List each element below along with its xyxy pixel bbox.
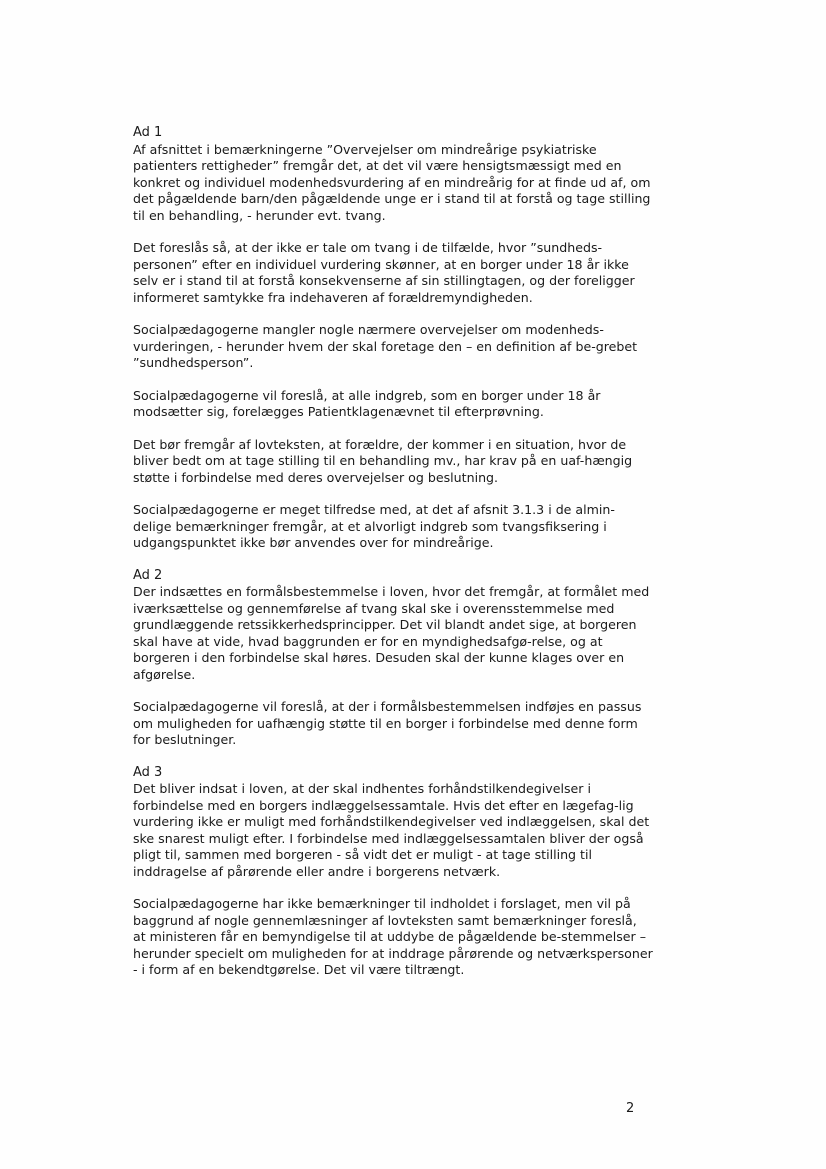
document-body bbox=[133, 125, 653, 979]
paragraph: Socialpædagogerne vil foreslå, at alle indgreb, som en borger under 18 år modsætter sig, forelægges Patientklagenævnet til efterprøvning. bbox=[133, 387, 601, 419]
page-number: 2 bbox=[626, 1101, 635, 1116]
paragraph: Socialpædagogerne er meget tilfredse med, at det af afsnit 3.1.3 i de almin-delige bemærkninger fremgår, at et alvorligt indgreb som tvangsfiksering i udgangspunktet ikke bør anvendes over for mindreårige. bbox=[133, 502, 615, 550]
paragraph: Socialpædagogerne mangler nogle nærmere overvejelser om modenheds-vurderingen, - herunder hvem der skal foretage den – en definition af be-grebet ”sundhedsperson”. bbox=[133, 322, 638, 370]
section-heading-ad-2: Ad 2 bbox=[133, 567, 163, 583]
section-heading-ad-1: Ad 1 bbox=[133, 125, 163, 140]
paragraph: Det bliver indsat i loven, at der skal indhentes forhåndstilkendegivelser i forbindelse med en borgers indlæggelsessamtale. Hvis det efter en lægefag-lig vurdering ikke er muligt med forhåndstilkendegivelser ved indlæggelsen, skal det ske snarest muligt efter. I forbindelse med indlæggelsessamtalen bliver der også pligt til, sammen med borgeren - så vidt det er muligt - at tage stilling til inddragelse af pårørende eller andre i borgerens netværk. bbox=[133, 781, 650, 879]
paragraph: Socialpædagogerne vil foreslå, at der i formålsbestemmelsen indføjes en passus om muligheden for uafhængig støtte til en borger i forbindelse med denne form for beslutninger. bbox=[133, 699, 642, 747]
paragraph: Af afsnittet i bemærkningerne ”Overvejelser om mindreårige psykiatriske patienters rettigheder” fremgår det, at det vil være hensigtsmæssigt med en konkret og individuel modenhedsvurdering af en mindreårig for at finde ud af, om det pågældende barn/den pågældende unge er i stand til at forstå og tage stilling til en behandling, - herunder evt. tvang. bbox=[133, 141, 651, 223]
section-heading-ad-3: Ad 3 bbox=[133, 764, 163, 780]
paragraph: Der indsættes en formålsbestemmelse i loven, hvor det fremgår, at formålet med iværksættelse og gennemførelse af tvang skal ske i overensstemmelse med grundlæggende retssikkerhedsprincipper. Det vil blandt andet sige, at borgeren skal have at vide, hvad baggrunden er for en myndighedsafgø-relse, og at borgeren i den forbindelse skal høres. Desuden skal der kunne klages over en afgørelse. bbox=[133, 584, 650, 682]
paragraph: Det foreslås så, at der ikke er tale om tvang i de tilfælde, hvor ”sundheds-personen” efter en individuel vurdering skønner, at en borger under 18 år ikke selv er i stand til at forstå konsekvenserne af sin stillingtagen, og der foreligger informeret samtykke fra indehaveren af forældremyndigheden. bbox=[133, 240, 635, 305]
paragraph: Socialpædagogerne har ikke bemærkninger til indholdet i forslaget, men vil på baggrund af nogle gennemlæsninger af lovteksten samt bemærkninger foreslå, at ministeren får en bemyndigelse til at uddybe de pågældende be-stemmelser – herunder specielt om muligheden for at inddrage pårørende og netværkspersoner - i form af en bekendtgørelse. Det vil være tiltrængt. bbox=[133, 896, 653, 977]
paragraph: Det bør fremgår af lovteksten, at forældre, der kommer i en situation, hvor de bliver bedt om at tage stilling til en behandling mv., har krav på en uaf-hængig støtte i forbindelse med deres overvejelser og beslutning. bbox=[133, 436, 633, 485]
